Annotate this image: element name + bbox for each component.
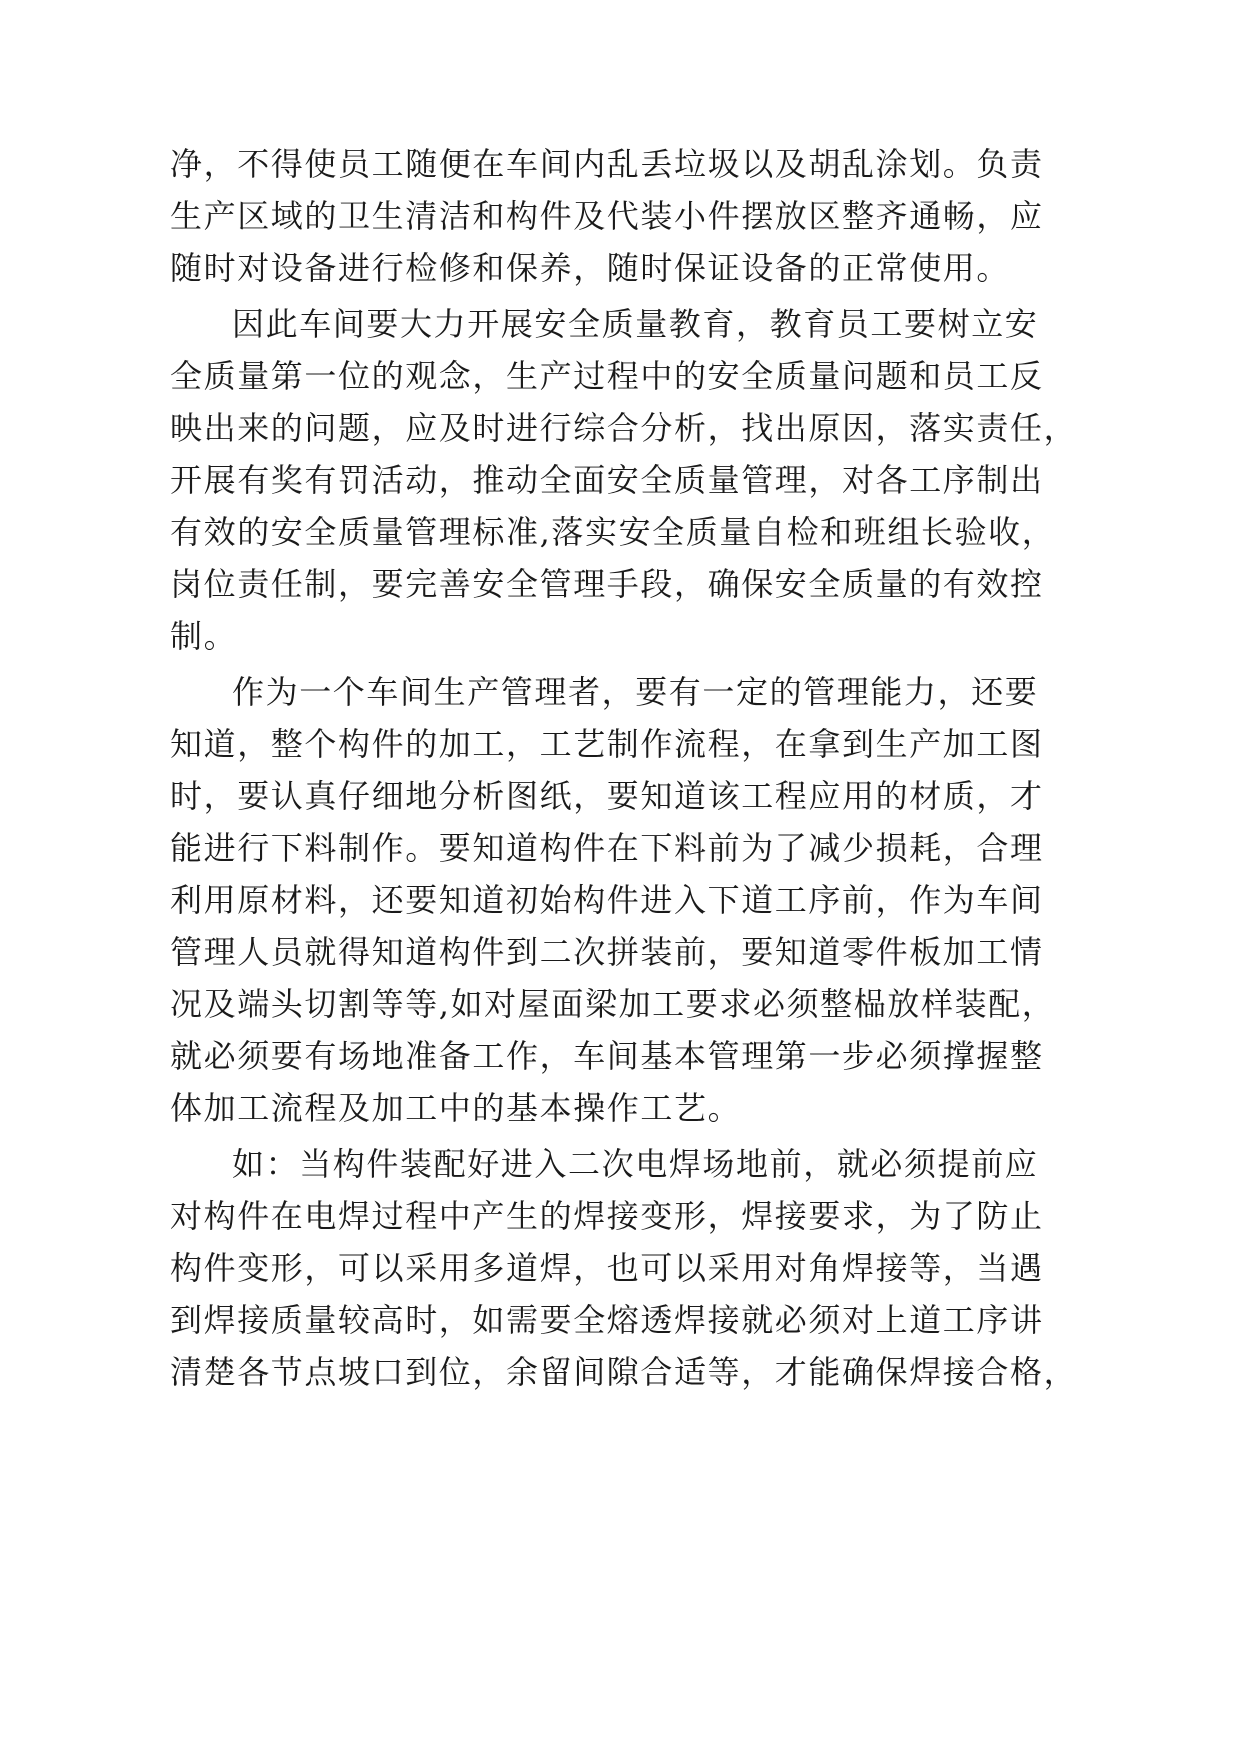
text-line: 对构件在电焊过程中产生的焊接变形，焊接要求，为了防止	[170, 1197, 1044, 1235]
text-line: 管理人员就得知道构件到二次拼装前，要知道零件板加工情	[170, 933, 1044, 971]
text-line: 知道，整个构件的加工，工艺制作流程，在拿到生产加工图	[170, 725, 1044, 763]
text-line: 映出来的问题，应及时进行综合分析，找出原因，落实责任，	[170, 409, 1078, 447]
text-line: 能进行下料制作。要知道构件在下料前为了减少损耗，合理	[170, 829, 1044, 867]
text-line: 随时对设备进行检修和保养，随时保证设备的正常使用。	[170, 249, 1011, 287]
text-line: 开展有奖有罚活动，推动全面安全质量管理，对各工序制出	[170, 461, 1044, 499]
text-line: 净，不得使员工随便在车间内乱丢垃圾以及胡乱涂划。负责	[170, 145, 1044, 183]
text-line: 因此车间要大力开展安全质量教育，教育员工要树立安	[232, 305, 1039, 343]
text-line: 清楚各节点坡口到位，余留间隙合适等，才能确保焊接合格，	[170, 1353, 1078, 1391]
text-line: 岗位责任制，要完善安全管理手段，确保安全质量的有效控	[170, 565, 1044, 603]
text-line: 制。	[170, 617, 238, 655]
text-line: 就必须要有场地准备工作，车间基本管理第一步必须撑握整	[170, 1037, 1044, 1075]
text-line: 时，要认真仔细地分析图纸，要知道该工程应用的材质，才	[170, 777, 1044, 815]
text-line: 有效的安全质量管理标准,落实安全质量自检和班组长验收，	[170, 513, 1056, 551]
text-line: 构件变形，可以采用多道焊，也可以采用对角焊接等，当遇	[170, 1249, 1044, 1287]
text-line: 全质量第一位的观念，生产过程中的安全质量问题和员工反	[170, 357, 1044, 395]
text-line: 到焊接质量较高时，如需要全熔透焊接就必须对上道工序讲	[170, 1301, 1044, 1339]
text-line: 作为一个车间生产管理者，要有一定的管理能力，还要	[232, 673, 1039, 711]
text-line: 如：当构件装配好进入二次电焊场地前，就必须提前应	[232, 1145, 1039, 1183]
text-line: 利用原材料，还要知道初始构件进入下道工序前，作为车间	[170, 881, 1044, 919]
text-line: 生产区域的卫生清洁和构件及代装小件摆放区整齐通畅，应	[170, 197, 1044, 235]
text-line: 况及端头切割等等,如对屋面梁加工要求必须整榀放样装配，	[170, 985, 1056, 1023]
text-line: 体加工流程及加工中的基本操作工艺。	[170, 1089, 742, 1127]
